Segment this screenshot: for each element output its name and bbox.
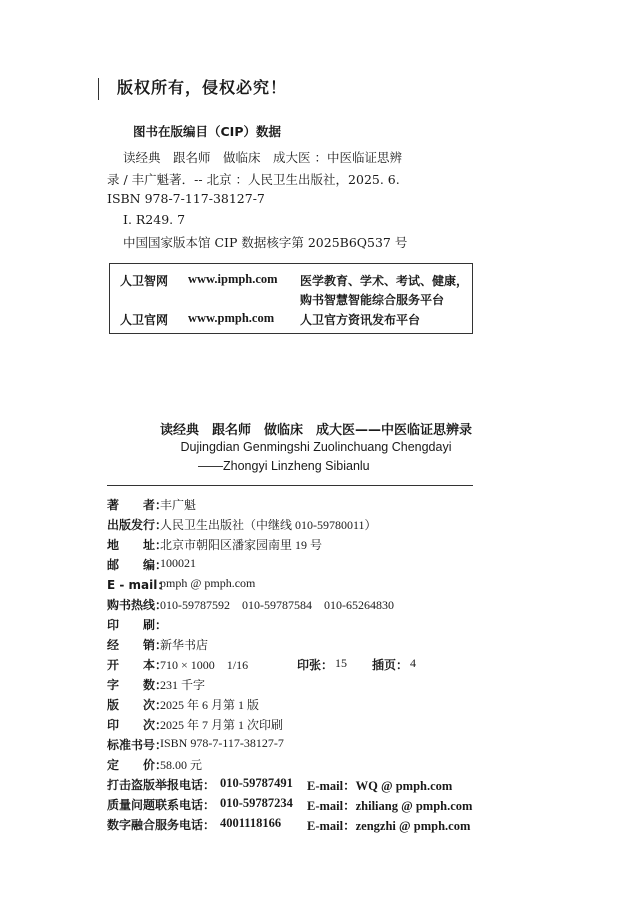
cip-line: ISBN 978-7-117-38127-7 [107, 191, 265, 206]
cip-line: Ⅰ. R249. 7 [123, 212, 186, 227]
field-label: 插页： [372, 658, 409, 672]
platform-name: 人卫官网 [120, 313, 169, 327]
field-label: 开 本： [107, 658, 168, 672]
field-value: 100021 [160, 556, 196, 570]
cip-heading: 图书在版编目（CIP）数据 [133, 124, 281, 139]
field-value: 2025 年 7 月第 1 次印刷 [160, 718, 284, 732]
field-value: pmph @ pmph.com [160, 576, 256, 590]
field-value: 4 [410, 656, 416, 670]
field-label: 印张： [297, 658, 334, 672]
field-label: 印 次： [107, 718, 168, 732]
divider [107, 485, 473, 486]
cip-line: 录 / 丰广魁著．-- 北京 ：人民卫生出版社，2025. 6. [107, 172, 400, 187]
field-label: 邮 编： [107, 558, 168, 572]
field-label: 版 次： [107, 698, 168, 712]
platform-desc: 医学教育、学术、考试、健康， [300, 274, 469, 288]
cip-line: 读经典 跟名师 做临床 成大医 ：中医临证思辨 [123, 150, 402, 165]
field-label: 出版发行： [107, 518, 168, 532]
field-value: 北京市朝阳区潘家园南里 19 号 [160, 538, 323, 552]
book-title-cn: 读经典 跟名师 做临床 成大医——中医临证思辨录 [159, 423, 472, 438]
platform-desc: 购书智慧智能综合服务平台 [300, 293, 445, 307]
field-value: 710 × 1000 1/16 [160, 658, 249, 672]
field-value: ISBN 978-7-117-38127-7 [160, 736, 284, 750]
field-value: 2025 年 6 月第 1 版 [160, 698, 260, 712]
platform-box [109, 263, 473, 334]
platform-desc: 人卫官方资讯发布平台 [300, 313, 421, 327]
contact-email: E-mail：zhiliang @ pmph.com [307, 799, 473, 813]
cip-line: 中国国家版本馆 CIP 数据核字第 2025B6Q537 号 [123, 235, 408, 250]
field-label: 购书热线： [107, 598, 168, 612]
contact-phone: 010-59787491 [220, 776, 293, 790]
platform-url[interactable]: www.pmph.com [188, 311, 275, 325]
field-value: 010-59787592 010-59787584 010-65264830 [160, 598, 394, 612]
contact-label: 数字融合服务电话： [107, 818, 216, 832]
platform-name: 人卫智网 [120, 274, 169, 288]
platform-url[interactable]: www.ipmph.com [188, 272, 278, 286]
copyright-notice: 版权所有，侵权必究！ [117, 78, 288, 97]
field-label: 印 刷： [107, 618, 168, 632]
contact-email: E-mail：zengzhi @ pmph.com [307, 819, 471, 833]
field-value: 15 [335, 656, 347, 670]
field-label: 地 址： [107, 538, 168, 552]
field-value: 人民卫生出版社（中继线 010-59780011） [160, 518, 377, 532]
field-value: 58.00 元 [160, 758, 203, 772]
contact-phone: 010-59787234 [220, 796, 293, 810]
field-label: 字 数： [107, 678, 168, 692]
field-label: 标准书号： [107, 738, 168, 752]
margin-rule [98, 78, 99, 100]
contact-label: 质量问题联系电话： [107, 798, 216, 812]
field-value: 丰广魁 [160, 498, 197, 512]
field-value: 新华书店 [160, 638, 209, 652]
contact-email: E-mail：WQ @ pmph.com [307, 779, 453, 793]
field-label: 著 者： [107, 498, 168, 512]
contact-label: 打击盗版举报电话： [107, 778, 216, 792]
contact-phone: 4001118166 [220, 816, 282, 830]
field-label: E - mail： [107, 578, 170, 592]
book-title-en-line2: ——Zhongyi Linzheng Sibianlu [198, 459, 370, 473]
book-title-en-line1: Dujingdian Genmingshi Zuolinchuang Chengdayi [180, 440, 452, 454]
field-label: 定 价： [107, 758, 168, 772]
field-label: 经 销： [107, 638, 168, 652]
field-value: 231 千字 [160, 678, 206, 692]
